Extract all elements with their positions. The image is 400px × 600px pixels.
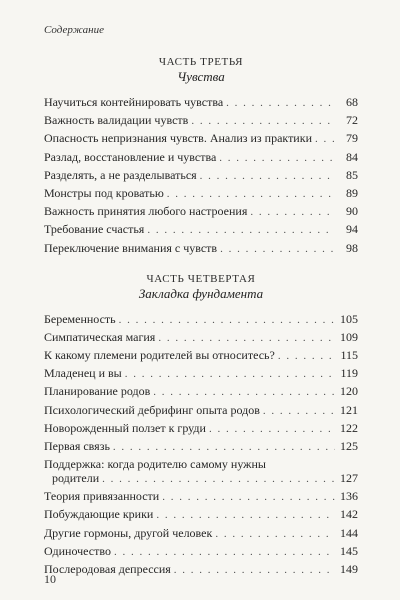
entry-title: Первая связь bbox=[44, 439, 110, 453]
toc-entry[interactable] bbox=[44, 150, 358, 168]
entry-page-number: 85 bbox=[346, 167, 358, 182]
entry-title: Разлад, восстановление и чувства bbox=[44, 149, 217, 164]
toc-entry[interactable] bbox=[44, 222, 358, 240]
toc-entry[interactable] bbox=[44, 348, 358, 366]
dot-leader bbox=[174, 563, 335, 577]
dot-leader bbox=[125, 367, 335, 381]
part-three bbox=[44, 56, 358, 85]
entry-page-number: 122 bbox=[340, 420, 358, 435]
dot-leader bbox=[220, 242, 335, 256]
dot-leader bbox=[102, 472, 335, 486]
entry-title: Психологический дебрифинг опыта родов bbox=[44, 402, 260, 417]
part-three-label: ЧАСТЬ ТРЕТЬЯ bbox=[158, 56, 244, 68]
entry-title: Другие гормоны, другой человек bbox=[44, 525, 213, 540]
toc-entry[interactable] bbox=[44, 241, 358, 259]
toc-entry[interactable] bbox=[44, 95, 358, 113]
toc-entry[interactable] bbox=[44, 507, 358, 525]
entry-page-number: 142 bbox=[340, 507, 358, 522]
entry-title: Научиться контейнировать чувства bbox=[44, 95, 224, 109]
entry-page-number: 125 bbox=[340, 439, 358, 453]
toc-entry[interactable] bbox=[44, 186, 358, 204]
toc-entry[interactable] bbox=[44, 421, 358, 439]
toc-entry[interactable] bbox=[44, 204, 358, 222]
entry-title: К какому племени родителей вы относитесь? bbox=[44, 348, 275, 363]
dot-leader bbox=[315, 132, 335, 146]
dot-leader bbox=[215, 527, 335, 541]
running-header: Содержание bbox=[44, 24, 105, 36]
entry-page-number: 144 bbox=[340, 525, 358, 540]
entry-page-number: 145 bbox=[340, 543, 358, 558]
toc-entry[interactable] bbox=[44, 526, 358, 544]
entry-title: Послеродовая депрессия bbox=[44, 561, 171, 576]
entry-title: Новорожденный ползет к груди bbox=[44, 420, 206, 435]
entry-title-line2: родители bbox=[52, 471, 100, 486]
dot-leader bbox=[158, 331, 335, 345]
part-four bbox=[44, 273, 358, 302]
entry-page-number: 98 bbox=[346, 240, 358, 255]
dot-leader bbox=[153, 385, 335, 399]
entry-title: Теория привязанности bbox=[44, 489, 160, 504]
dot-leader bbox=[147, 223, 335, 237]
toc-entry[interactable] bbox=[44, 312, 358, 330]
dot-leader bbox=[167, 187, 335, 201]
dot-leader bbox=[200, 169, 335, 183]
toc-entry[interactable] bbox=[44, 113, 358, 131]
entry-title: Переключение внимания с чувств bbox=[44, 240, 218, 255]
dot-leader bbox=[219, 151, 335, 165]
dot-leader bbox=[162, 490, 335, 504]
entry-page-number: 105 bbox=[340, 311, 358, 326]
entry-title: Планирование родов bbox=[44, 384, 151, 399]
entry-page-number: 149 bbox=[340, 561, 358, 576]
entry-title: Симпатическая магия bbox=[44, 329, 156, 344]
entry-page-number: 89 bbox=[346, 185, 358, 200]
entry-title: Монстры под кроватью bbox=[44, 185, 164, 200]
dot-leader bbox=[113, 440, 335, 454]
toc-entry[interactable] bbox=[44, 131, 358, 149]
entry-page-number: 109 bbox=[340, 329, 358, 344]
entry-title: Беременность bbox=[44, 311, 116, 326]
dot-leader bbox=[156, 508, 335, 522]
toc-entry[interactable] bbox=[44, 457, 358, 489]
part-four-toc bbox=[44, 312, 358, 580]
entry-title: Важность принятия любого настроения bbox=[44, 204, 248, 219]
entry-page-number: 119 bbox=[340, 366, 358, 381]
toc-entry[interactable] bbox=[44, 403, 358, 421]
toc-entry[interactable] bbox=[44, 330, 358, 348]
toc-entry[interactable] bbox=[44, 439, 358, 457]
dot-leader bbox=[209, 422, 335, 436]
part-three-title: Чувства bbox=[177, 69, 225, 84]
entry-title: Младенец и вы bbox=[44, 366, 122, 381]
dot-leader bbox=[278, 349, 335, 363]
part-four-label: ЧАСТЬ ЧЕТВЕРТАЯ bbox=[146, 272, 256, 285]
entry-page-number: 72 bbox=[346, 113, 358, 128]
dot-leader bbox=[119, 313, 335, 327]
toc-entry[interactable] bbox=[44, 384, 358, 402]
dot-leader bbox=[250, 205, 335, 219]
entry-title-line1: Поддержка: когда родителю самому нужны bbox=[44, 457, 266, 472]
part-three-toc bbox=[44, 95, 358, 259]
dot-leader bbox=[226, 96, 335, 110]
entry-page-number: 121 bbox=[340, 402, 358, 417]
entry-title: Побуждающие крики bbox=[44, 507, 154, 522]
entry-page-number: 115 bbox=[340, 348, 358, 363]
entry-title: Требование счастья bbox=[44, 222, 145, 237]
entry-title: Важность валидации чувств bbox=[44, 113, 189, 128]
entry-page-number: 127 bbox=[340, 471, 358, 486]
entry-page-number: 120 bbox=[340, 384, 358, 399]
entry-page-number: 84 bbox=[346, 149, 358, 164]
toc-entry[interactable] bbox=[44, 562, 358, 580]
dot-leader bbox=[114, 545, 335, 559]
entry-title: Опасность непризнания чувств. Анализ из практики bbox=[44, 131, 312, 146]
dot-leader bbox=[263, 404, 335, 418]
toc-entry[interactable] bbox=[44, 544, 358, 562]
entry-title: Одиночество bbox=[44, 543, 111, 558]
entry-page-number: 90 bbox=[346, 204, 358, 219]
dot-leader bbox=[191, 114, 335, 128]
entry-page-number: 136 bbox=[340, 489, 358, 504]
toc-entry[interactable] bbox=[44, 366, 358, 384]
entry-page-number: 68 bbox=[346, 95, 358, 109]
page-number: 10 bbox=[44, 572, 56, 586]
toc-entry[interactable] bbox=[44, 489, 358, 507]
entry-page-number: 94 bbox=[346, 222, 358, 237]
toc-entry[interactable] bbox=[44, 168, 358, 186]
entry-title: Разделять, а не разделываться bbox=[44, 167, 197, 182]
entry-page-number: 79 bbox=[346, 131, 358, 146]
part-four-title: Закладка фундамента bbox=[138, 285, 264, 301]
